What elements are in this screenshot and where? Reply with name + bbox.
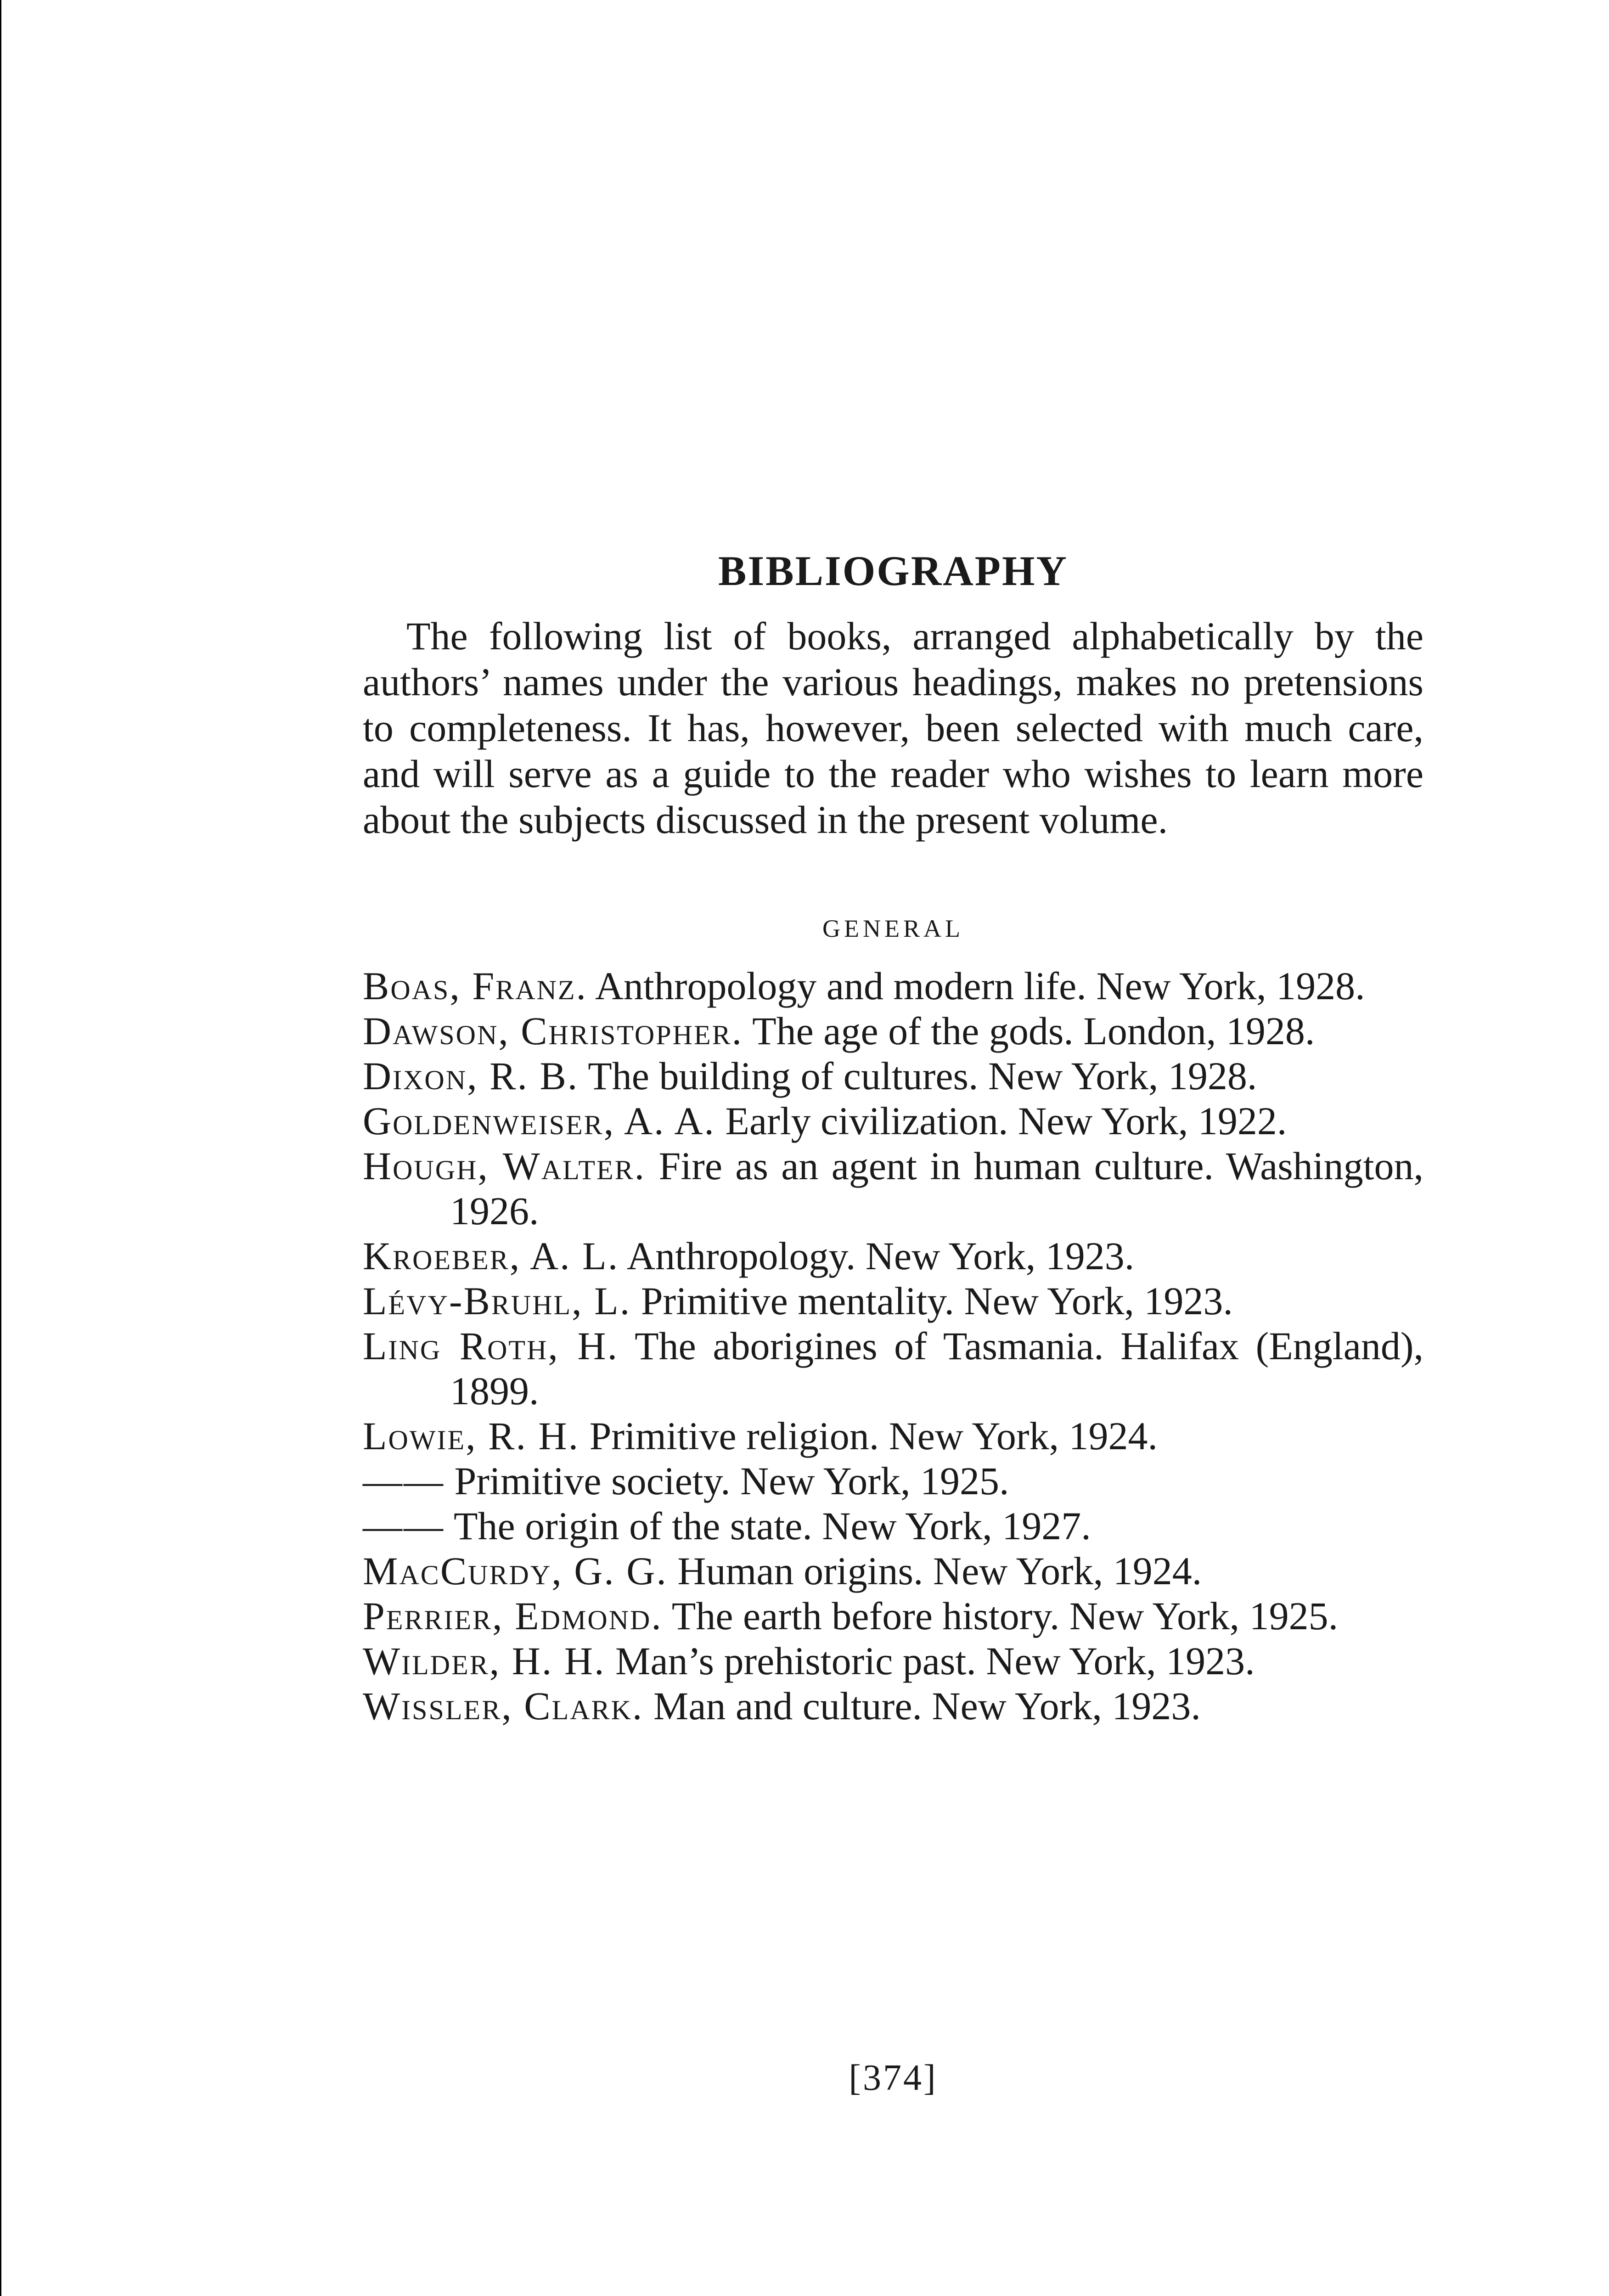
bibliography-entry (363, 1503, 1423, 1548)
entry-text: The earth before history. New York, 1925. (671, 1594, 1339, 1638)
bibliography-entry (363, 1278, 1423, 1323)
bibliography-entry (363, 1323, 1423, 1413)
bibliography-entry (363, 1683, 1423, 1728)
entry-author: Dixon, R. B. (363, 1054, 579, 1098)
entry-author: Lowie, R. H. (363, 1414, 580, 1458)
entry-text: Primitive society. New York, 1925. (454, 1459, 1009, 1503)
bibliography-entry (363, 963, 1423, 1008)
bibliography-entry (363, 1638, 1423, 1683)
bibliography-entry (363, 1458, 1423, 1503)
entry-author: —— (363, 1459, 444, 1503)
bibliography-entry (363, 1548, 1423, 1593)
entry-text: Man and culture. New York, 1923. (653, 1684, 1201, 1728)
entry-text: Fire as an agent in human culture. Washington, 1926. (450, 1144, 1424, 1233)
entry-text: The origin of the state. New York, 1927. (453, 1504, 1091, 1548)
entry-text: Early civilization. New York, 1922. (725, 1099, 1287, 1143)
entry-text: Primitive religion. New York, 1924. (589, 1414, 1158, 1458)
entry-text: The building of cultures. New York, 1928. (588, 1054, 1257, 1098)
section-heading-general: GENERAL (822, 915, 964, 942)
entry-text: Primitive mentality. New York, 1923. (641, 1279, 1233, 1323)
entry-author: Wilder, H. H. (363, 1639, 606, 1683)
entry-author: Lévy-Bruhl, L. (363, 1279, 631, 1323)
page-title: BIBLIOGRAPHY (718, 547, 1068, 594)
page-edge-rule (0, 0, 1, 2296)
entry-text: Anthropology. New York, 1923. (626, 1234, 1135, 1278)
bibliography-entry (363, 1098, 1423, 1143)
entry-author: Wissler, Clark. (363, 1684, 644, 1728)
entry-author: Boas, Franz. (363, 964, 588, 1008)
entry-author: Hough, Walter. (363, 1144, 646, 1188)
page-number: [374] (849, 2058, 938, 2098)
entry-text: The age of the gods. London, 1928. (752, 1009, 1315, 1053)
entry-author: Ling Roth, H. (363, 1324, 619, 1368)
entry-text: The aborigines of Tasmania. Halifax (England), 1899. (450, 1324, 1423, 1413)
bibliography-entry (363, 1593, 1423, 1638)
entry-text: Man’s prehistoric past. New York, 1923. (615, 1639, 1255, 1683)
entry-author: Perrier, Edmond. (363, 1594, 663, 1638)
bibliography-entry (363, 1008, 1423, 1053)
entry-author: Kroeber, A. L. (363, 1234, 619, 1278)
bibliography-entry (363, 1053, 1423, 1098)
intro-paragraph: The following list of books, arranged alphabetically by the authors’ names under the various headings, makes no pretensions to completeness. It has, however, been selected with much care, and will serve as a guide to the reader who wishes to learn more about the subjects discussed in the present volume. (363, 614, 1423, 842)
bibliography-entry (363, 1233, 1423, 1278)
entry-author: —— (363, 1504, 444, 1548)
entry-author: Dawson, Christopher. (363, 1009, 743, 1053)
entry-author: Goldenweiser, A. A. (363, 1099, 715, 1143)
entry-author: MacCurdy, G. G. (363, 1549, 668, 1593)
entry-text: Anthropology and modern life. New York, 1928. (595, 964, 1365, 1008)
bibliography-entry (363, 1143, 1423, 1233)
bibliography-entry (363, 1413, 1423, 1458)
bibliography-list (363, 963, 1423, 1728)
entry-text: Human origins. New York, 1924. (677, 1549, 1202, 1593)
